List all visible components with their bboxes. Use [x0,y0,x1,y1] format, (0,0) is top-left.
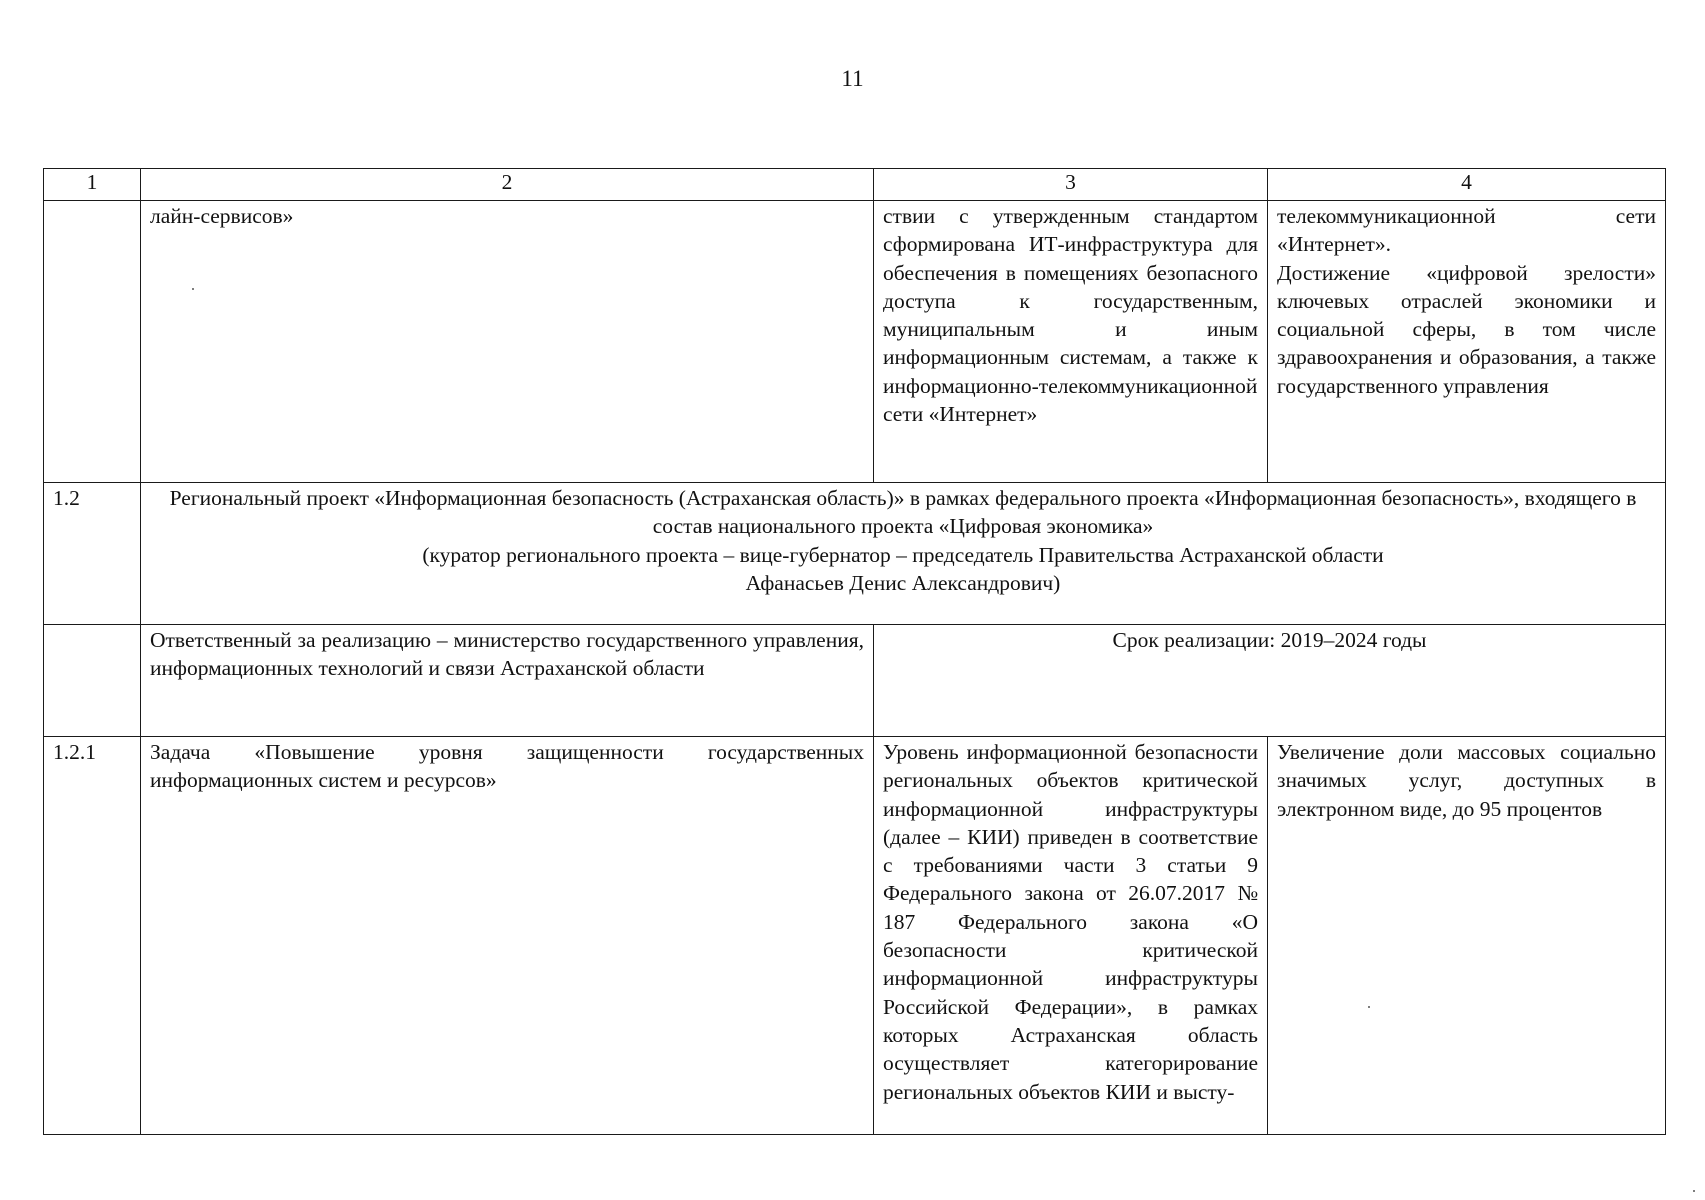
column-header-2: 2 [141,169,874,201]
section-title [141,483,1666,625]
continuation-number-cell [44,201,141,483]
scan-speck-2 [1368,1006,1370,1008]
task-cell: Задача «Повышение уровня защищенности государственных информационных систем и ресурсов» [141,737,874,1135]
page-number: 11 [841,66,864,91]
section-row [44,483,1666,625]
task-number: 1.2.1 [44,737,141,1135]
continuation-row [44,201,1666,483]
continuation-indicator-line-2: Достижение «цифровой зрелости» ключевых отраслей экономики и социальной сферы, в том числе здравоохранения и образования, а также государственного управления [1277,260,1656,398]
responsible-cell: Ответственный за реализацию – министерство государственного управления, информационных технологий и связи Астраханской области [141,625,874,737]
section-number: 1.2 [44,483,141,625]
scan-speck-1 [192,288,194,290]
section-title-line-3: Афанасьев Денис Александрович) [745,570,1061,595]
column-header-1: 1 [44,169,141,201]
continuation-indicator-line-1: телекоммуникационной сети «Интернет». [1277,204,1656,257]
responsible-row [44,625,1666,737]
column-header-4: 4 [1268,169,1666,201]
table-header-row [44,169,1666,201]
column-header-3: 3 [874,169,1268,201]
task-row [44,737,1666,1135]
continuation-result-cell: ствии с утвержденным стандартом сформирована ИТ-инфраструктура для обеспечения в помещениях безопасного доступа к государственным, муниципальным и иным информационным системам, а также к информационно-телекоммуникационной сети «Интернет» [874,201,1268,483]
continuation-description-cell: лайн-сервисов» [141,201,874,483]
scan-speck-3 [1693,1190,1695,1192]
responsible-number-cell [44,625,141,737]
continuation-indicator-cell [1268,201,1666,483]
task-indicator-cell: Увеличение доли массовых социально значимых услуг, доступных в электронном виде, до 95 процентов [1268,737,1666,1135]
task-result-cell: Уровень информационной безопасности региональных объектов критической информационной инфраструктуры (далее – КИИ) приведен в соответствие с требованиями части 3 статьи 9 Федерального закона от 26.07.2017 № 187 Федерального закона «О безопасности критической информационной инфраструктуры Российской Федерации», в рамках которых Астраханская область осуществляет категорирование региональных объектов КИИ и высту- [874,737,1268,1135]
program-table [43,168,1666,1135]
section-title-line-1: Региональный проект «Информационная безопасность (Астраханская область)» в рамках федерального проекта «Информационная безопасность», входящего в состав национального проекта «Цифровая экономика» [169,486,1637,539]
section-title-line-2: (куратор регионального проекта – вице-губернатор – председатель Правительства Астраханской области [422,542,1384,567]
term-cell: Срок реализации: 2019–2024 годы [874,625,1666,737]
